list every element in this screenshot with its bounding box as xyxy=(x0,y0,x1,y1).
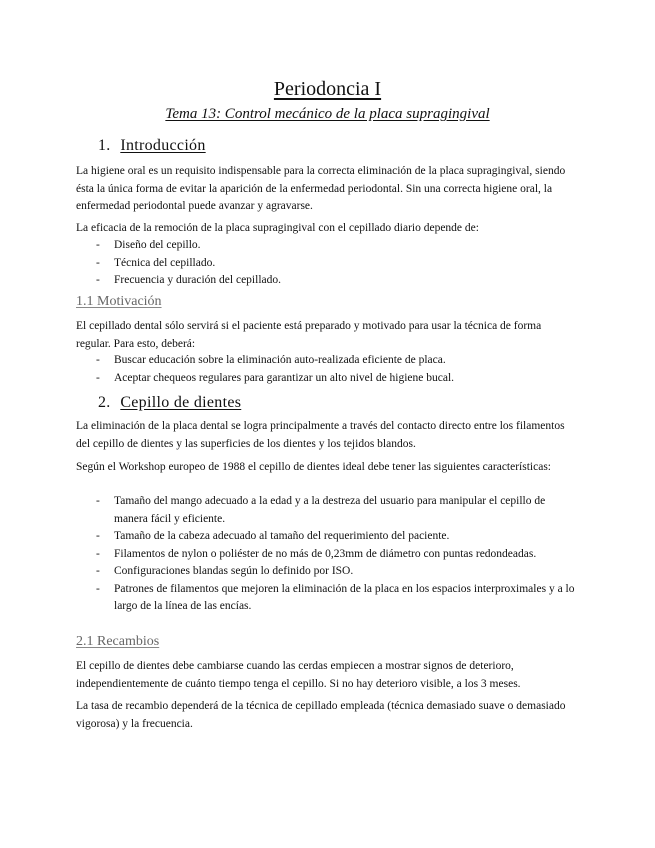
list-item xyxy=(76,255,576,273)
list-item xyxy=(76,237,576,255)
document-title: Periodoncia I xyxy=(273,78,382,100)
list-item xyxy=(76,272,576,290)
section-2-paragraph-2: Según el Workshop europeo de 1988 el cepillo de dientes ideal debe tener las siguientes características: xyxy=(76,461,551,473)
bullet-dash: - xyxy=(96,354,100,366)
bullet-dash: - xyxy=(96,371,100,384)
bullet-dash: - xyxy=(96,239,100,251)
list-item-text: Tamaño del mango adecuado a la edad y a la destreza del usuario para manipular el cepillo de manera fácil y eficiente. xyxy=(114,495,546,525)
list-item xyxy=(76,581,576,616)
section-1-1-paragraph: El cepillado dental sólo servirá si el paciente está preparado y motivado para usar la técnica de forma regular. Para esto, deberá: xyxy=(76,320,542,350)
list-item-text: Patrones de filamentos que mejoren la eliminación de la placa en los espacios interproximales y a lo largo de la línea de las encías. xyxy=(114,582,575,612)
bullet-dash: - xyxy=(96,256,100,269)
section-2-1-paragraph-2: La tasa de recambio dependerá de la técnica de cepillado empleada (técnica demasiado suave o demasiado vigorosa) y la frecuencia. xyxy=(76,700,566,730)
list-item xyxy=(76,493,576,528)
bullet-dash: - xyxy=(96,547,100,560)
section-2-heading xyxy=(98,394,241,412)
list-item-text: Buscar educación sobre la eliminación auto-realizada eficiente de placa. xyxy=(114,354,446,366)
section-2-bullet-list xyxy=(76,493,576,616)
section-2-number: 2. xyxy=(98,394,111,411)
list-item xyxy=(76,563,576,581)
section-1-1-bullet-list xyxy=(76,352,576,387)
list-item xyxy=(76,352,576,370)
bullet-dash: - xyxy=(96,274,100,286)
document-subtitle: Tema 13: Control mecánico de la placa supragingival xyxy=(165,106,490,122)
list-item xyxy=(76,546,576,564)
list-item-text: Aceptar chequeos regulares para garantizar un alto nivel de higiene bucal. xyxy=(114,371,455,384)
bullet-dash: - xyxy=(96,495,100,507)
section-1-number: 1. xyxy=(98,137,111,154)
bullet-dash: - xyxy=(96,530,100,542)
list-item-text: Filamentos de nylon o poliéster de no más de 0,23mm de diámetro con puntas redondeadas. xyxy=(114,547,537,560)
list-item-text: Configuraciones blandas según lo definido por ISO. xyxy=(114,565,354,577)
section-2-paragraph-1: La eliminación de la placa dental se logra principalmente a través del contacto directo entre los filamentos del cepillo de dientes y las superficies de los dientes y los tejidos blandos. xyxy=(76,420,565,450)
section-1-paragraph-2: La eficacia de la remoción de la placa supragingival con el cepillado diario depende de: xyxy=(76,222,479,234)
section-1-1-heading: 1.1 Motivación xyxy=(76,294,162,309)
section-2-1-heading: 2.1 Recambios xyxy=(76,634,160,649)
list-item-text: Frecuencia y duración del cepillado. xyxy=(114,274,281,286)
list-item xyxy=(76,370,576,388)
section-2-1-paragraph-1: El cepillo de dientes debe cambiarse cuando las cerdas empiecen a mostrar signos de deterioro, independientemente de cuánto tiempo tenga el cepillo. Si no hay deterioro visible, a los 3 meses. xyxy=(76,660,521,690)
bullet-dash: - xyxy=(96,565,100,577)
list-item xyxy=(76,528,576,546)
list-item-text: Tamaño de la cabeza adecuado al tamaño del requerimiento del paciente. xyxy=(114,530,450,542)
bullet-dash: - xyxy=(96,582,100,595)
section-1-title: Introducción xyxy=(120,137,206,154)
section-1-heading xyxy=(98,137,206,155)
section-1-paragraph-1: La higiene oral es un requisito indispensable para la correcta eliminación de la placa supragingival, siendo ésta la única forma de evitar la aparición de la enfermedad periodontal. Sin una correcta higiene oral, la enfermedad periodontal puede avanzar y agravarse. xyxy=(76,165,566,212)
section-1-bullet-list xyxy=(76,237,576,290)
section-2-title: Cepillo de dientes xyxy=(120,394,242,411)
list-item-text: Diseño del cepillo. xyxy=(114,239,201,251)
list-item-text: Técnica del cepillado. xyxy=(114,256,216,269)
